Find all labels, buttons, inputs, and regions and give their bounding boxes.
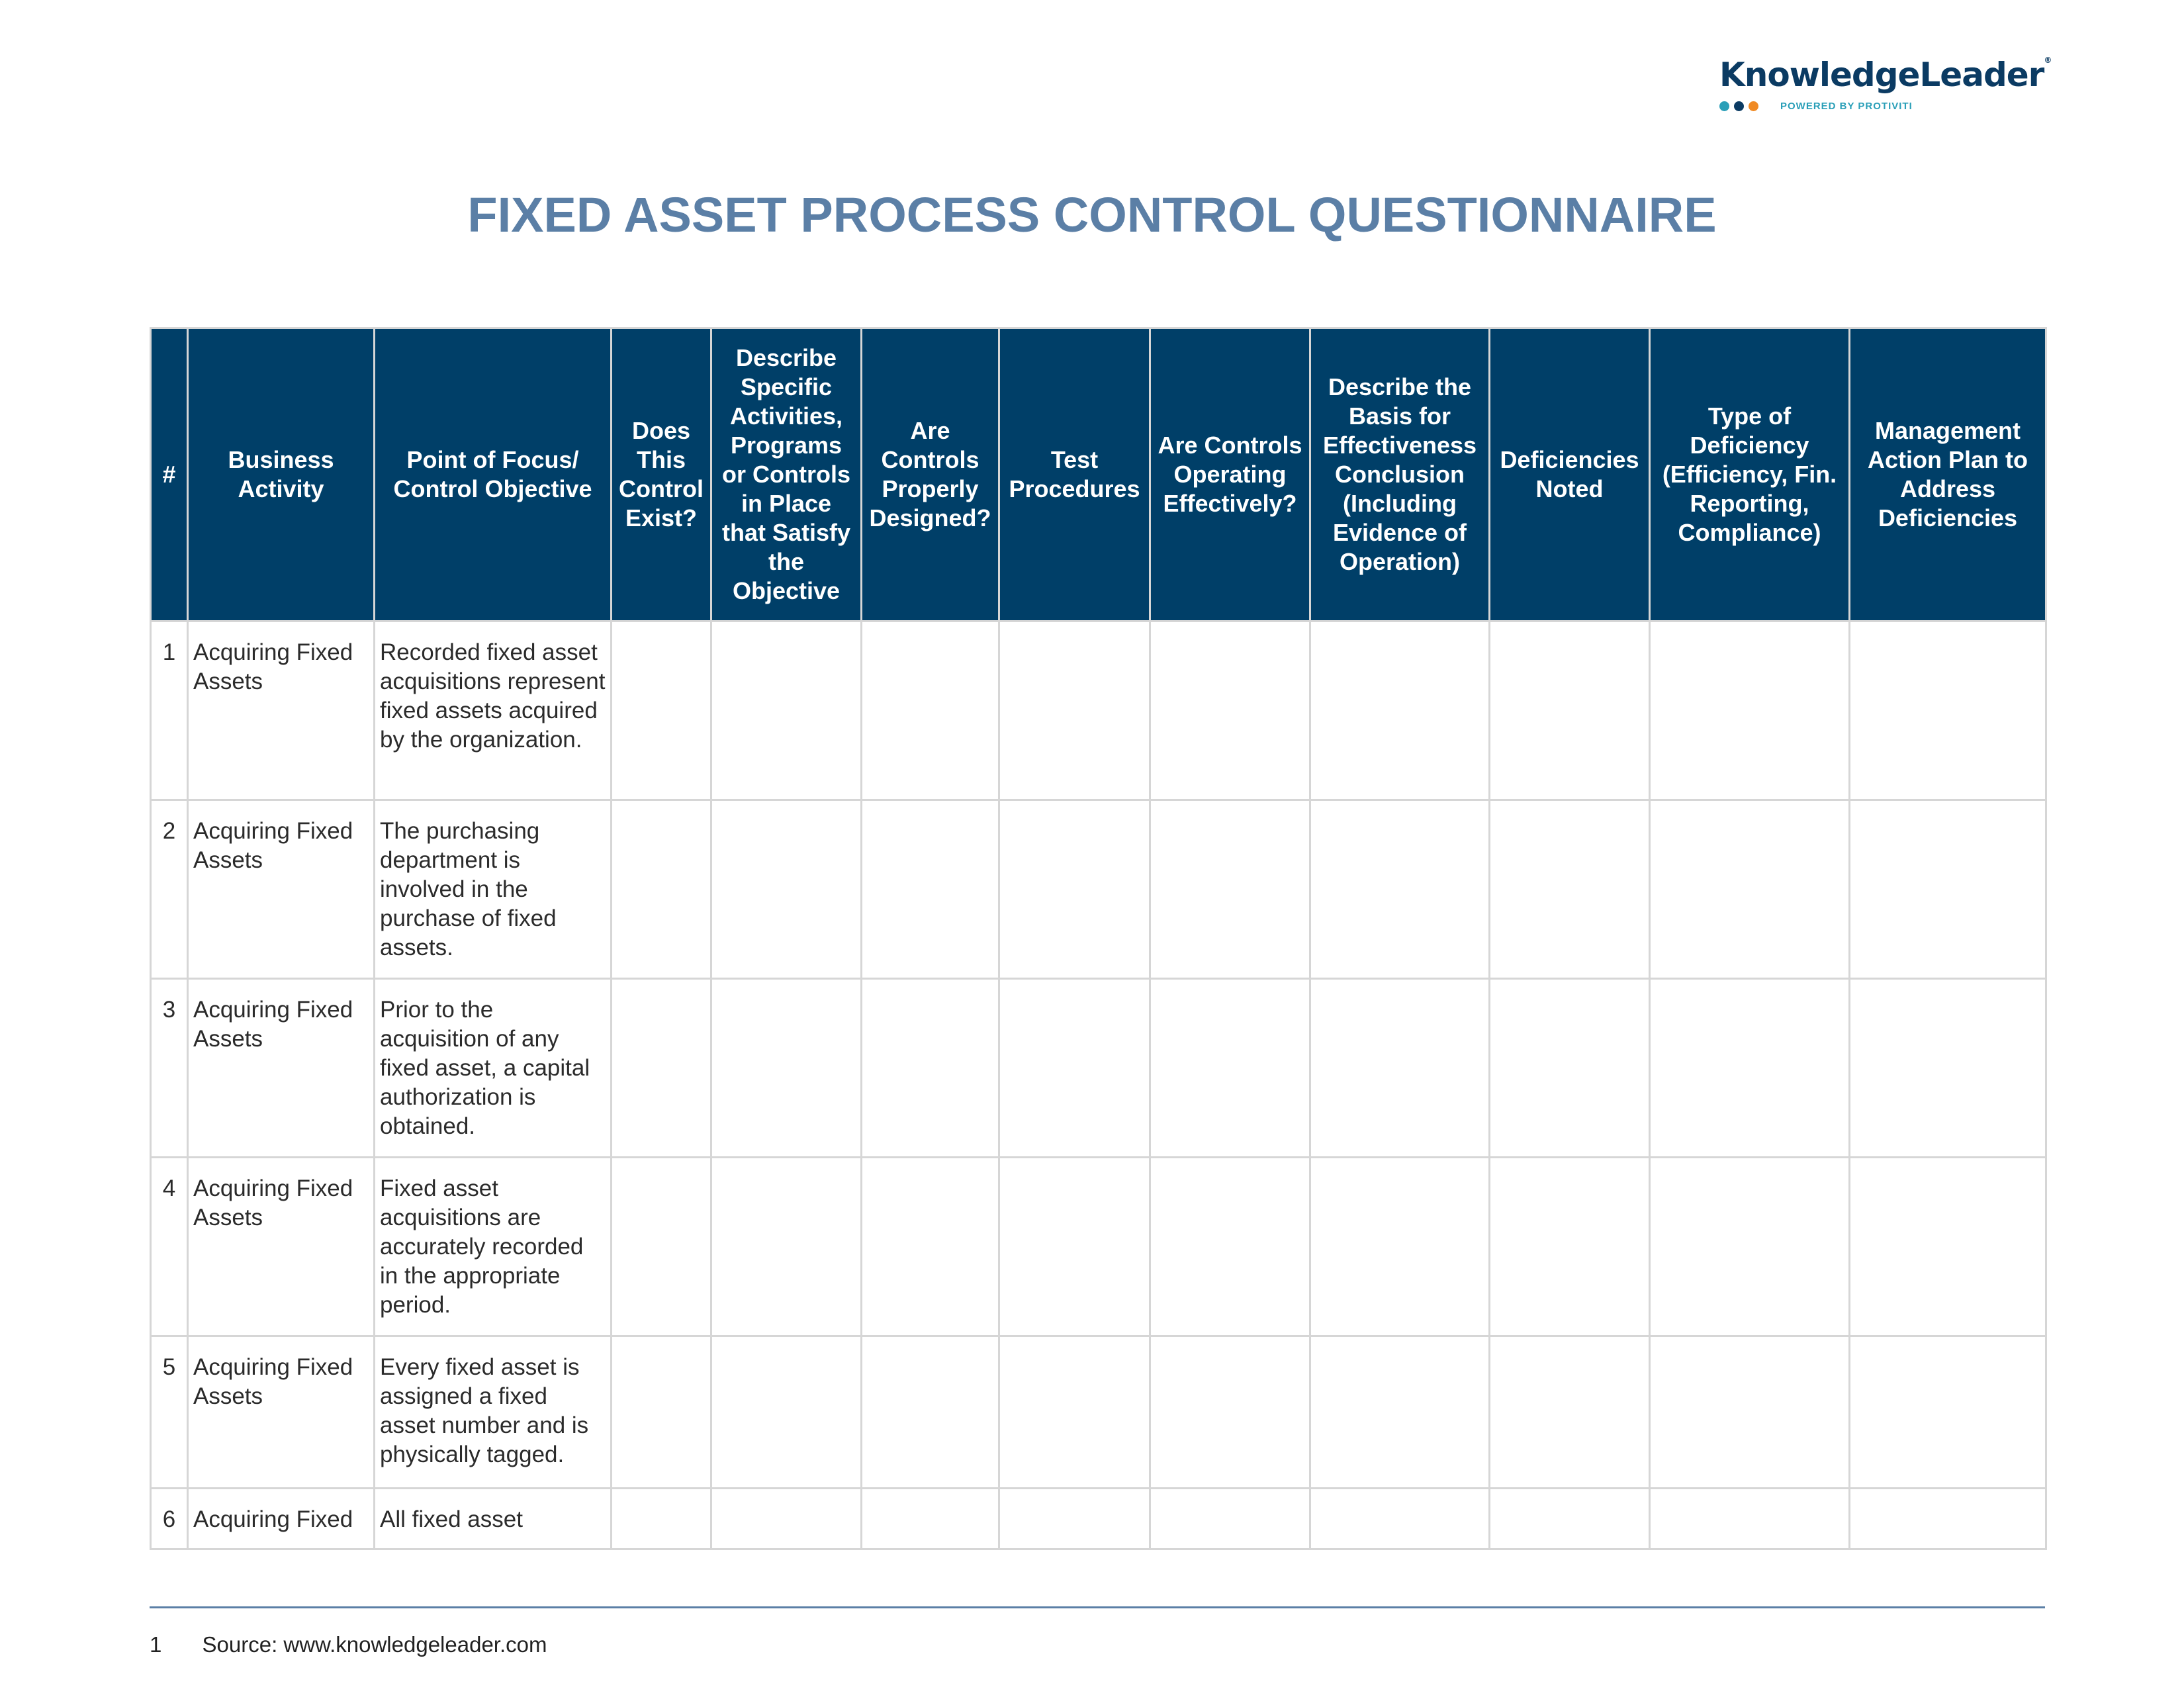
header-operating-effectively: Are Controls Operating Effectively?: [1150, 328, 1310, 622]
action-plan-cell[interactable]: [1850, 1158, 2046, 1336]
effectiveness-basis-cell[interactable]: [1310, 622, 1490, 800]
describe-activities-cell[interactable]: [711, 800, 862, 979]
row-number: 4: [151, 1158, 188, 1336]
describe-activities-cell[interactable]: [711, 622, 862, 800]
control-exists-cell[interactable]: [612, 1158, 711, 1336]
control-objective-cell: Prior to the acquisition of any fixed asset, a capital authorization is obtained.: [375, 979, 612, 1158]
test-procedures-cell[interactable]: [999, 1489, 1150, 1549]
deficiency-type-cell[interactable]: [1650, 979, 1850, 1158]
deficiencies-noted-cell[interactable]: [1490, 622, 1650, 800]
business-activity-cell: Acquiring Fixed Assets: [188, 800, 375, 979]
describe-activities-cell[interactable]: [711, 1336, 862, 1489]
business-activity-cell: Acquiring Fixed Assets: [188, 1158, 375, 1336]
deficiency-type-cell[interactable]: [1650, 800, 1850, 979]
deficiencies-noted-cell[interactable]: [1490, 800, 1650, 979]
header-effectiveness-basis: Describe the Basis for Effectiveness Conclusion (Including Evidence of Operation): [1310, 328, 1490, 622]
control-exists-cell[interactable]: [612, 979, 711, 1158]
header-number: #: [151, 328, 188, 622]
powered-by-label: POWERED BY PROTIVITI: [1780, 101, 1913, 112]
control-objective-cell: Fixed asset acquisitions are accurately recorded in the appropriate period.: [375, 1158, 612, 1336]
brand-name: KnowledgeLeader®: [1719, 56, 2052, 94]
properly-designed-cell[interactable]: [862, 1336, 999, 1489]
operating-effectively-cell[interactable]: [1150, 622, 1310, 800]
brand-dot-icon: [1734, 101, 1744, 111]
brand-logo: [1719, 56, 2064, 112]
header-deficiency-type: Type of Deficiency (Efficiency, Fin. Reporting, Compliance): [1650, 328, 1850, 622]
control-objective-cell: Every fixed asset is assigned a fixed asset number and is physically tagged.: [375, 1336, 612, 1489]
table-row: [151, 622, 2046, 800]
row-number: 6: [151, 1489, 188, 1549]
brand-tagline: [1719, 101, 2064, 112]
control-objective-cell: The purchasing department is involved in the purchase of fixed assets.: [375, 800, 612, 979]
control-objective-cell: All fixed asset: [375, 1489, 612, 1549]
table-body: [151, 622, 2046, 1549]
brand-dot-icon: [1719, 101, 1729, 111]
test-procedures-cell[interactable]: [999, 622, 1150, 800]
header-action-plan: Management Action Plan to Address Deficiencies: [1850, 328, 2046, 622]
header-business-activity: Business Activity: [188, 328, 375, 622]
row-number: 5: [151, 1336, 188, 1489]
page-footer: [150, 1632, 547, 1657]
page-number: 1: [150, 1632, 162, 1657]
deficiency-type-cell[interactable]: [1650, 1336, 1850, 1489]
table-row: [151, 1489, 2046, 1549]
effectiveness-basis-cell[interactable]: [1310, 1336, 1490, 1489]
control-exists-cell[interactable]: [612, 1336, 711, 1489]
questionnaire-table: [150, 327, 2047, 1550]
header-properly-designed: Are Controls Properly Designed?: [862, 328, 999, 622]
control-objective-cell: Recorded fixed asset acquisitions represent fixed assets acquired by the organization.: [375, 622, 612, 800]
action-plan-cell[interactable]: [1850, 979, 2046, 1158]
row-number: 3: [151, 979, 188, 1158]
header-row: [151, 328, 2046, 622]
business-activity-cell: Acquiring Fixed: [188, 1489, 375, 1549]
operating-effectively-cell[interactable]: [1150, 979, 1310, 1158]
properly-designed-cell[interactable]: [862, 1489, 999, 1549]
action-plan-cell[interactable]: [1850, 622, 2046, 800]
brand-dot-icon: [1749, 101, 1758, 111]
table-row: [151, 1158, 2046, 1336]
source-note: Source: www.knowledgeleader.com: [202, 1632, 547, 1657]
test-procedures-cell[interactable]: [999, 979, 1150, 1158]
action-plan-cell[interactable]: [1850, 1489, 2046, 1549]
control-exists-cell[interactable]: [612, 1489, 711, 1549]
deficiencies-noted-cell[interactable]: [1490, 1336, 1650, 1489]
effectiveness-basis-cell[interactable]: [1310, 1489, 1490, 1549]
header-control-objective: Point of Focus/ Control Objective: [375, 328, 612, 622]
page-title: FIXED ASSET PROCESS CONTROL QUESTIONNAIRE: [467, 187, 1717, 242]
footer-divider: [150, 1606, 2045, 1608]
properly-designed-cell[interactable]: [862, 800, 999, 979]
properly-designed-cell[interactable]: [862, 1158, 999, 1336]
properly-designed-cell[interactable]: [862, 622, 999, 800]
header-describe-activities: Describe Specific Activities, Programs or Controls in Place that Satisfy the Objective: [711, 328, 862, 622]
table-row: [151, 800, 2046, 979]
effectiveness-basis-cell[interactable]: [1310, 979, 1490, 1158]
operating-effectively-cell[interactable]: [1150, 1158, 1310, 1336]
control-exists-cell[interactable]: [612, 622, 711, 800]
business-activity-cell: Acquiring Fixed Assets: [188, 1336, 375, 1489]
effectiveness-basis-cell[interactable]: [1310, 800, 1490, 979]
deficiency-type-cell[interactable]: [1650, 622, 1850, 800]
effectiveness-basis-cell[interactable]: [1310, 1158, 1490, 1336]
table-row: [151, 979, 2046, 1158]
header-test-procedures: Test Procedures: [999, 328, 1150, 622]
header-control-exists: Does This Control Exist?: [612, 328, 711, 622]
test-procedures-cell[interactable]: [999, 1336, 1150, 1489]
test-procedures-cell[interactable]: [999, 1158, 1150, 1336]
describe-activities-cell[interactable]: [711, 1489, 862, 1549]
table-row: [151, 1336, 2046, 1489]
operating-effectively-cell[interactable]: [1150, 800, 1310, 979]
business-activity-cell: Acquiring Fixed Assets: [188, 622, 375, 800]
describe-activities-cell[interactable]: [711, 1158, 862, 1336]
operating-effectively-cell[interactable]: [1150, 1336, 1310, 1489]
deficiencies-noted-cell[interactable]: [1490, 1158, 1650, 1336]
control-exists-cell[interactable]: [612, 800, 711, 979]
test-procedures-cell[interactable]: [999, 800, 1150, 979]
deficiencies-noted-cell[interactable]: [1490, 979, 1650, 1158]
operating-effectively-cell[interactable]: [1150, 1489, 1310, 1549]
describe-activities-cell[interactable]: [711, 979, 862, 1158]
deficiencies-noted-cell[interactable]: [1490, 1489, 1650, 1549]
header-deficiencies-noted: Deficiencies Noted: [1490, 328, 1650, 622]
action-plan-cell[interactable]: [1850, 800, 2046, 979]
row-number: 2: [151, 800, 188, 979]
deficiency-type-cell[interactable]: [1650, 1489, 1850, 1549]
business-activity-cell: Acquiring Fixed Assets: [188, 979, 375, 1158]
properly-designed-cell[interactable]: [862, 979, 999, 1158]
row-number: 1: [151, 622, 188, 800]
action-plan-cell[interactable]: [1850, 1336, 2046, 1489]
deficiency-type-cell[interactable]: [1650, 1158, 1850, 1336]
